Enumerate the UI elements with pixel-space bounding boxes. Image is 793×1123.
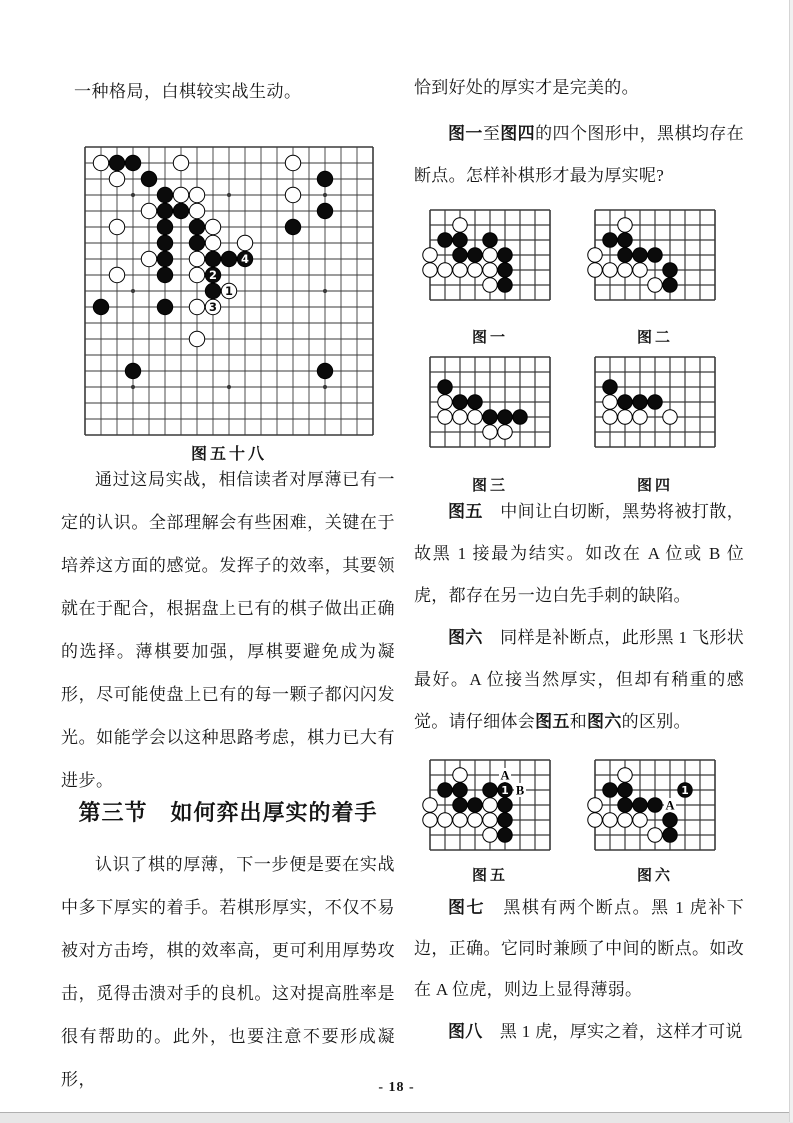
white-stone (453, 813, 467, 827)
black-stone (618, 395, 632, 409)
black-stone (317, 171, 332, 186)
go-board-svg (422, 349, 558, 455)
go-board-figure-5 (422, 752, 558, 863)
left-paragraph-mid: 通过这局实战，相信读者对厚薄已有一定的认识。全部理解会有些困难，关键在于培养这方面的感觉。发挥子的效率，其要领就在于配合，根据盘上已有的棋子做出正确的选择。薄棋要加强，厚棋要避免成为凝形，尽可能使盘上已有的每一颗子都闪闪发光。如能学会以这种思路考虑，棋力已大有进步。 (61, 470, 395, 790)
bold-inline-text: 图一 (448, 124, 483, 143)
figure-caption-4: 图四 (636, 478, 673, 494)
bold-inline-text: 图五 (448, 502, 483, 521)
black-stone (157, 235, 172, 250)
white-stone (453, 218, 467, 232)
black-stone (438, 233, 452, 247)
inline-text: 中间让白切断，黑势将被打散，故黑 1 接最为结实。如改在 A 位或 B 位虎，都存在另一边白先手刺的缺陷。 (414, 502, 744, 605)
white-stone (423, 263, 437, 277)
point-letter: A (665, 798, 675, 813)
white-stone (603, 395, 617, 409)
white-stone (109, 219, 124, 234)
star-point (323, 385, 327, 389)
bold-inline-text: 图八 (448, 1022, 483, 1041)
star-point (227, 385, 231, 389)
bold-inline-text: 图六 (448, 628, 483, 647)
star-point (323, 289, 327, 293)
black-stone (468, 395, 482, 409)
white-stone (189, 187, 204, 202)
white-stone (663, 410, 677, 424)
white-stone (603, 813, 617, 827)
white-stone (237, 235, 252, 250)
go-board-svg (77, 139, 381, 443)
white-stone (483, 425, 497, 439)
stone-move-number: 4 (241, 252, 249, 267)
bold-inline-text: 图七 (448, 898, 485, 917)
go-board-svg (422, 202, 558, 308)
figure-caption-1: 图一 (471, 330, 508, 346)
right-paragraph-intro (414, 113, 744, 197)
inline-text: 黑 1 虎，厚实之着，这样才可说 (482, 1022, 743, 1041)
inline-text: 的四个图形中，黑棋均存在断点。怎样补棋形才最为厚实呢? (414, 124, 744, 185)
page-edge-right (789, 0, 793, 1122)
white-stone (468, 263, 482, 277)
bold-inline-text: 图四 (500, 124, 536, 143)
point-letter: A (500, 768, 510, 783)
white-stone (205, 219, 220, 234)
black-stone (498, 410, 512, 424)
go-board-svg (422, 752, 558, 858)
go-board-svg (587, 752, 723, 858)
page-edge-bottom (0, 1112, 793, 1123)
black-stone (633, 798, 647, 812)
white-stone (438, 410, 452, 424)
black-stone (618, 248, 632, 262)
stone-move-number: 1 (225, 284, 233, 299)
black-stone (618, 233, 632, 247)
black-stone (453, 233, 467, 247)
black-stone (483, 783, 497, 797)
star-point (131, 385, 135, 389)
figure-caption-2: 图二 (636, 330, 673, 346)
black-stone (173, 203, 188, 218)
right-paragraph-top: 恰到好处的厚实才是完美的。 (414, 78, 639, 97)
black-stone (648, 248, 662, 262)
white-stone (141, 251, 156, 266)
white-stone (189, 299, 204, 314)
black-stone (438, 380, 452, 394)
black-stone (633, 395, 647, 409)
figure-caption-3: 图三 (471, 478, 508, 494)
black-stone (205, 251, 220, 266)
black-stone (189, 235, 204, 250)
black-stone (603, 380, 617, 394)
black-stone (663, 278, 677, 292)
inline-text: 和 (569, 712, 588, 731)
black-stone (663, 828, 677, 842)
right-paragraph-fig8 (414, 1011, 744, 1052)
stone-move-number: 2 (209, 268, 217, 283)
white-stone (189, 251, 204, 266)
black-stone (618, 798, 632, 812)
black-stone (498, 798, 512, 812)
white-stone (285, 155, 300, 170)
white-stone (588, 263, 602, 277)
white-stone (438, 813, 452, 827)
white-stone (588, 248, 602, 262)
black-stone (93, 299, 108, 314)
white-stone (648, 278, 662, 292)
white-stone (109, 171, 124, 186)
white-stone (173, 155, 188, 170)
black-stone (483, 233, 497, 247)
white-stone (633, 263, 647, 277)
white-stone (603, 410, 617, 424)
go-board-figure-3 (422, 349, 558, 460)
bold-inline-text: 图五 (535, 712, 570, 731)
black-stone (483, 410, 497, 424)
black-stone (498, 278, 512, 292)
black-stone (453, 783, 467, 797)
black-stone (648, 395, 662, 409)
go-board-svg (587, 202, 723, 308)
white-stone (633, 813, 647, 827)
black-stone (603, 783, 617, 797)
go-board-svg (587, 349, 723, 455)
white-stone (109, 267, 124, 282)
white-stone (588, 798, 602, 812)
white-stone (618, 410, 632, 424)
white-stone (438, 395, 452, 409)
white-stone (618, 768, 632, 782)
stone-move-number: 3 (209, 300, 217, 315)
black-stone (498, 828, 512, 842)
white-stone (483, 798, 497, 812)
black-stone (663, 263, 677, 277)
white-stone (483, 828, 497, 842)
black-stone (603, 233, 617, 247)
star-point (323, 193, 327, 197)
black-stone (157, 267, 172, 282)
white-stone (285, 187, 300, 202)
white-stone (603, 263, 617, 277)
black-stone (125, 363, 140, 378)
go-board-figure-1 (422, 202, 558, 313)
black-stone (618, 783, 632, 797)
white-stone (648, 828, 662, 842)
inline-text: 同样是补断点，此形黑 1 飞形状最好。A 位接当然厚实，但却有稍重的感觉。请仔细体会 (414, 628, 744, 731)
black-stone (498, 248, 512, 262)
white-stone (618, 263, 632, 277)
go-board-figure-4 (587, 349, 723, 460)
white-stone (423, 798, 437, 812)
figure-caption-6: 图六 (636, 868, 673, 884)
white-stone (93, 155, 108, 170)
page-number: - 18 - (378, 1080, 415, 1095)
black-stone (285, 219, 300, 234)
stone-move-number: 1 (501, 783, 509, 797)
black-stone (468, 798, 482, 812)
black-stone (317, 363, 332, 378)
black-stone (157, 219, 172, 234)
inline-text: 的区别。 (621, 712, 691, 731)
black-stone (453, 395, 467, 409)
black-stone (633, 248, 647, 262)
black-stone (157, 251, 172, 266)
point-letter: B (515, 783, 525, 798)
black-stone (453, 248, 467, 262)
go-board-diagram-58 (77, 139, 381, 448)
stone-move-number: 1 (681, 783, 689, 797)
white-stone (453, 768, 467, 782)
black-stone (453, 798, 467, 812)
white-stone (453, 410, 467, 424)
white-stone (498, 425, 512, 439)
white-stone (468, 410, 482, 424)
left-paragraph-top: 一种格局，白棋较实战生动。 (74, 82, 302, 101)
white-stone (588, 813, 602, 827)
white-stone (468, 813, 482, 827)
white-stone (483, 248, 497, 262)
white-stone (438, 263, 452, 277)
star-point (131, 289, 135, 293)
black-stone (109, 155, 124, 170)
black-stone (125, 155, 140, 170)
white-stone (423, 813, 437, 827)
right-paragraph-fig6 (414, 617, 744, 743)
black-stone (317, 203, 332, 218)
white-stone (141, 203, 156, 218)
go-board-figure-2 (587, 202, 723, 313)
white-stone (483, 263, 497, 277)
right-paragraph-fig7 (414, 887, 744, 1010)
white-stone (189, 203, 204, 218)
inline-text: 至 (482, 124, 501, 143)
inline-text: 黑棋有两个断点。黑 1 虎补下边，正确。它同时兼顾了中间的断点。如改在 A 位虎，则边上显得薄弱。 (414, 898, 744, 999)
black-stone (221, 251, 236, 266)
star-point (227, 193, 231, 197)
black-stone (498, 263, 512, 277)
figure-caption-58: 图五十八 (190, 446, 267, 463)
star-point (131, 193, 135, 197)
left-paragraph-bottom: 认识了棋的厚薄，下一步便是要在实战中多下厚实的着手。若棋形厚实，不仅不易被对方击垮，棋的效率高，更可利用厚势攻击，觅得击溃对手的良机。这对提高胜率是很有帮助的。此外，也要注意不要形成凝形， (61, 855, 395, 1089)
black-stone (157, 299, 172, 314)
go-board-figure-6 (587, 752, 723, 863)
white-stone (173, 187, 188, 202)
white-stone (189, 331, 204, 346)
white-stone (205, 235, 220, 250)
white-stone (618, 218, 632, 232)
white-stone (483, 278, 497, 292)
black-stone (468, 248, 482, 262)
white-stone (189, 267, 204, 282)
black-stone (498, 813, 512, 827)
white-stone (483, 813, 497, 827)
white-stone (453, 263, 467, 277)
black-stone (189, 219, 204, 234)
white-stone (633, 410, 647, 424)
black-stone (157, 187, 172, 202)
black-stone (157, 203, 172, 218)
black-stone (648, 798, 662, 812)
white-stone (618, 813, 632, 827)
black-stone (663, 813, 677, 827)
right-paragraph-fig5 (414, 491, 744, 617)
black-stone (513, 410, 527, 424)
black-stone (438, 783, 452, 797)
figure-caption-5: 图五 (471, 868, 508, 884)
white-stone (423, 248, 437, 262)
black-stone (141, 171, 156, 186)
section-heading: 第三节 如何弈出厚实的着手 (78, 800, 378, 825)
black-stone (205, 283, 220, 298)
bold-inline-text: 图六 (587, 712, 622, 731)
